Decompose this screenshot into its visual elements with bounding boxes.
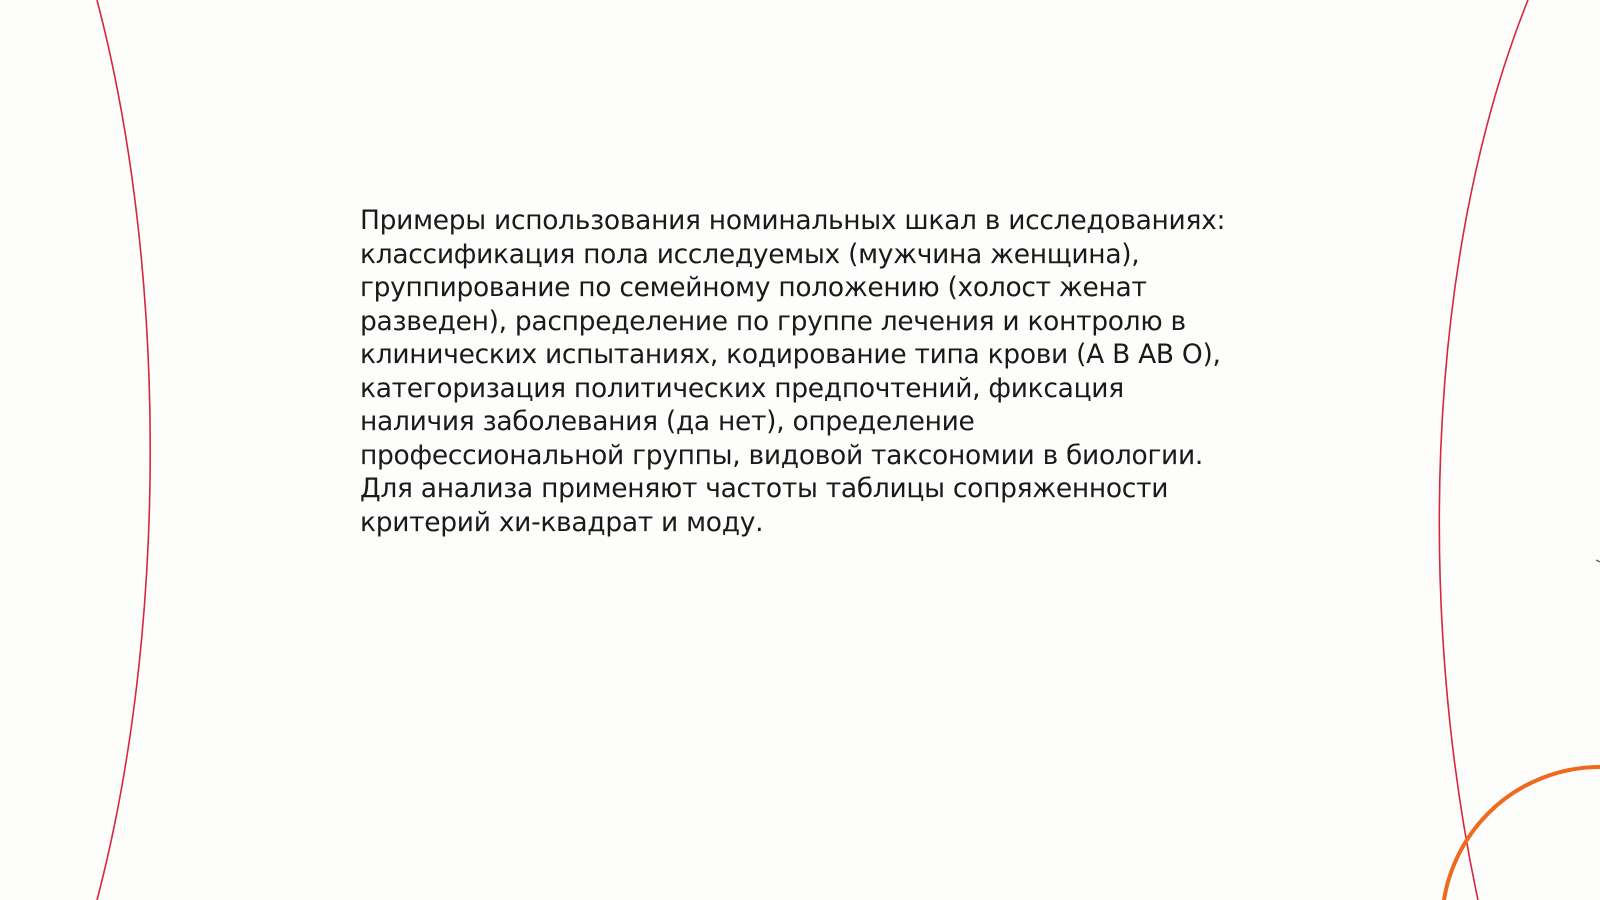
text-line: профессиональной группы, видовой таксономии в биологии. [360, 439, 1204, 471]
right-edge-tick [1596, 560, 1600, 562]
slide-body-text [360, 204, 1260, 539]
text-line: разведен), распределение по группе лечения и контролю в [360, 305, 1186, 337]
text-line: классификация пола исследуемых (мужчина женщина), [360, 238, 1140, 270]
text-line: группирование по семейному положению (холост женат [360, 272, 1147, 303]
right-curve-line [1439, 0, 1528, 900]
left-curve-line [97, 0, 150, 900]
text-line: наличия заболевания (да нет), определение [360, 406, 975, 437]
text-line: критерий хи-квадрат и моду. [360, 506, 764, 538]
text-line: категоризация политических предпочтений, фиксация [360, 372, 1124, 404]
text-line: Примеры использования номинальных шкал в исследованиях: [360, 205, 1226, 236]
text-line: Для анализа применяют частоты таблицы сопряженности [360, 473, 1169, 504]
text-line: клинических испытаниях, кодирование типа крови (А В АВ О), [360, 339, 1221, 370]
